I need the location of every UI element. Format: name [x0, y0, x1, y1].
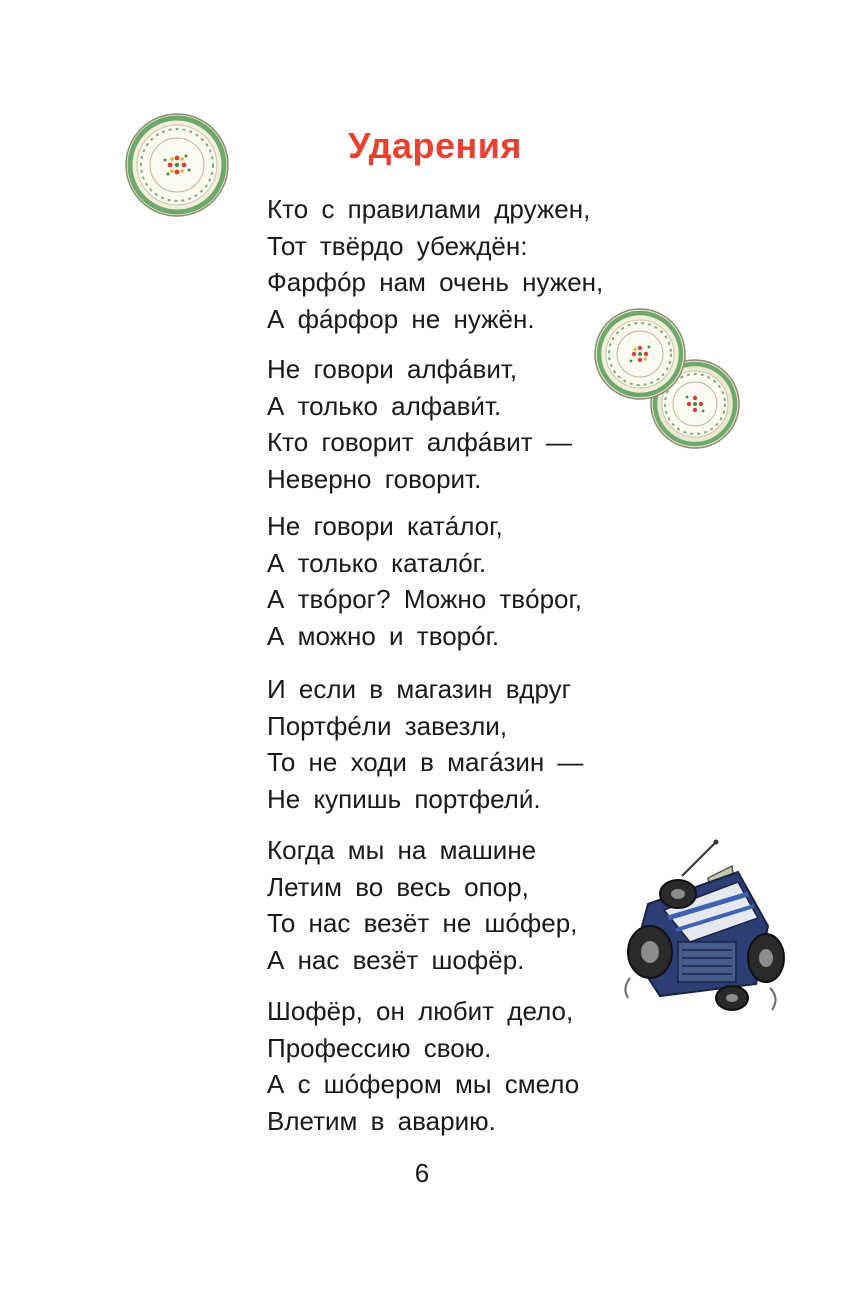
poem-line: Когда мы на машине [267, 835, 537, 865]
poem-line: А нас везёт шофёр. [267, 944, 525, 975]
plate-icon [124, 112, 230, 218]
poem-line: И если в магазин вдруг [267, 674, 572, 704]
poem-line: Влетим в аварию. [267, 1105, 496, 1136]
poem-line: Летим во весь опор, [267, 871, 529, 902]
poem-line: А только каталóг. [267, 547, 487, 578]
stanza-4 [267, 671, 827, 817]
poem-line: Кто с правилами дружен, [267, 194, 591, 224]
stanza-5 [267, 832, 827, 978]
poem-line: А можно и творóг. [267, 620, 500, 651]
stanza-2 [267, 351, 827, 497]
poem-line: Профессию свою. [267, 1032, 492, 1063]
poem-line: Не говори катáлог, [267, 511, 503, 541]
poem-line: А только алфави́т. [267, 390, 502, 421]
stanza-3 [267, 508, 827, 654]
poem-line: Тот твёрдо убеждён: [267, 230, 528, 261]
poem-line: Не говори алфáвит, [267, 354, 518, 384]
poem-line: Не купишь портфели́. [267, 783, 541, 814]
poem-line: Неверно говорит. [267, 463, 482, 494]
poem-line: Портфéли завезли, [267, 710, 508, 741]
stanza-1 [267, 191, 827, 337]
poem-line: А твóрог? Можно твóрог, [267, 584, 583, 614]
poem-line: А с шóфером мы смело [267, 1069, 580, 1099]
poem-line: А фáрфор не нужён. [267, 303, 535, 334]
poem-line: То не ходи в магáзин — [267, 747, 584, 777]
poem-line: То нас везёт не шóфер, [267, 908, 578, 938]
poem-line: Шофёр, он любит дело, [267, 996, 574, 1026]
stanza-6 [267, 993, 827, 1139]
poem-line: Фарфóр нам очень нужен, [267, 267, 604, 297]
poem-line: Кто говорит алфáвит — [267, 427, 572, 457]
page-title: Ударения [348, 125, 522, 166]
page-number: 6 [414, 1158, 430, 1188]
